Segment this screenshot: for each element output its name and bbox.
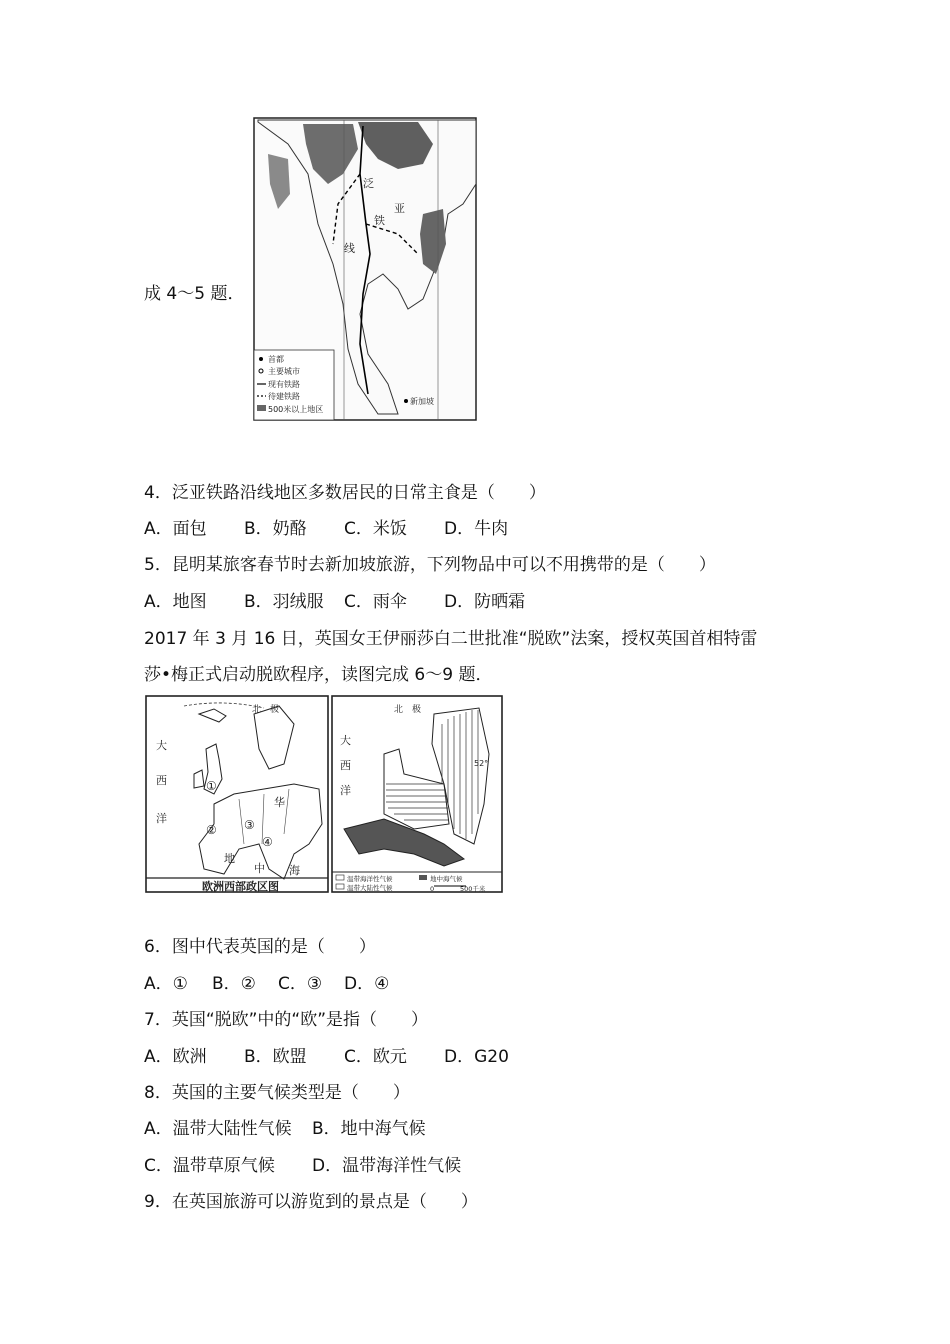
q5-option-d: D．防晒霜: [444, 592, 526, 612]
question-5-stem: 5．昆明某旅客春节时去新加坡旅游，下列物品中可以不用携带的是（ ）: [144, 555, 716, 575]
q5-option-a: A．地图: [144, 592, 207, 612]
map2-left-label: 地: [224, 852, 235, 865]
map2-scale-label: 500千米: [460, 885, 486, 893]
passage-line-2: 莎•梅正式启动脱欧程序，读图完成 6～9 题．: [144, 665, 493, 685]
map2-right-label: 大: [340, 734, 351, 747]
map2-left-label: 北 极: [252, 705, 280, 715]
q4-option-c: C．米饭: [344, 519, 407, 539]
map2-marker-1: ①: [206, 779, 217, 793]
q7-option-a: A．欧洲: [144, 1047, 207, 1067]
q4-option-a: A．面包: [144, 519, 207, 539]
map2-left-caption: 欧洲西部政区图: [202, 880, 279, 893]
map2-legend-oceanic: 温带海洋性气候: [347, 875, 393, 883]
q6-option-a: A．①: [144, 974, 188, 994]
q6-option-c: C．③: [278, 974, 323, 994]
europe-political-map: [146, 696, 328, 893]
map2-left-label: 海: [289, 864, 300, 877]
q7-option-d: D．G20: [444, 1047, 509, 1067]
map-label: 铁: [374, 214, 385, 227]
legend-city: 主要城市: [268, 367, 300, 376]
map2-right-label: 52°: [474, 759, 489, 768]
map-label-singapore: 新加坡: [410, 397, 434, 406]
question-8-stem: 8．英国的主要气候类型是（ ）: [144, 1083, 410, 1103]
map2-legend-mediterranean: 地中海气候: [430, 875, 463, 883]
q7-option-c: C．欧元: [344, 1047, 407, 1067]
map2-marker-4: ④: [262, 835, 273, 849]
legend-capital: 首都: [268, 355, 284, 364]
question-9-stem: 9．在英国旅游可以游览到的景点是（ ）: [144, 1192, 478, 1212]
map2-right-label: 西: [340, 759, 351, 772]
q8-option-b: B．地中海气候: [312, 1119, 426, 1139]
legend-existing-rail: 现有铁路: [268, 380, 300, 389]
europe-climate-map: [332, 696, 502, 893]
map2-left-label: 西: [156, 774, 167, 787]
q8-option-d: D．温带海洋性气候: [312, 1156, 462, 1176]
legend-planned-rail: 待建铁路: [268, 392, 300, 401]
map-label: 泛: [363, 177, 374, 190]
q8-option-c: C．温带草原气候: [144, 1156, 275, 1176]
map2-left-label: 大: [156, 739, 167, 752]
question-6-stem: 6．图中代表英国的是（ ）: [144, 937, 376, 957]
map2-left-label: 中: [254, 862, 265, 875]
passage-line-1: 2017 年 3 月 16 日，英国女王伊丽莎白二世批准“脱欧”法案，授权英国首相特雷: [144, 629, 758, 649]
q6-option-d: D．④: [344, 974, 390, 994]
question-intro-tail: 成 4～5 题．: [144, 284, 245, 304]
map2-marker-3: ③: [244, 818, 255, 832]
question-7-stem: 7．英国“脱欧”中的“欧”是指（ ）: [144, 1010, 429, 1030]
map2-marker-2: ②: [206, 823, 217, 837]
q5-option-c: C．雨伞: [344, 592, 407, 612]
map2-legend-continental: 温带大陆性气候: [347, 884, 393, 892]
q4-option-b: B．奶酪: [244, 519, 307, 539]
southeast-asia-railway-map: [248, 114, 480, 434]
q6-option-b: B．②: [212, 974, 256, 994]
map-label: 亚: [394, 202, 405, 215]
map2-right-label: 北 极: [394, 705, 422, 715]
map2-left-label: 华: [274, 796, 285, 809]
map2-scale-zero: 0: [430, 885, 435, 893]
map2-left-label: 洋: [156, 812, 167, 825]
q7-option-b: B．欧盟: [244, 1047, 307, 1067]
legend-highland: 500米以上地区: [268, 405, 324, 414]
q5-option-b: B．羽绒服: [244, 592, 324, 612]
western-europe-maps: [144, 694, 506, 906]
question-4-stem: 4．泛亚铁路沿线地区多数居民的日常主食是（ ）: [144, 483, 546, 503]
q4-option-d: D．牛肉: [444, 519, 509, 539]
q8-option-a: A．温带大陆性气候: [144, 1119, 292, 1139]
map-label: 线: [344, 242, 355, 255]
map2-right-label: 洋: [340, 784, 351, 797]
